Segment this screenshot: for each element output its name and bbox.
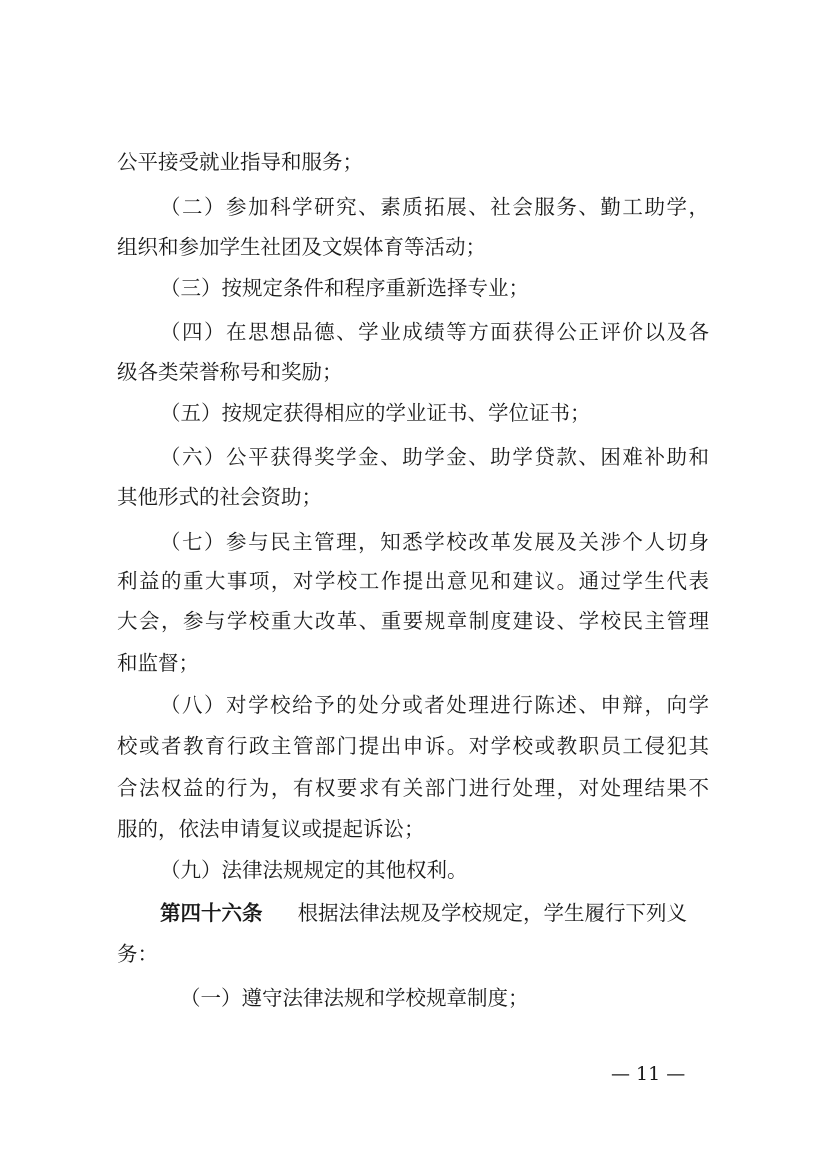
text-line: 和监督； [117,651,199,675]
text-line: 务： [117,942,158,966]
text-line: 校或者教育行政主管部门提出申诉。对学校或教职员工侵犯其 [117,734,709,758]
text-line: 组织和参加学生社团及文娱体育等活动； [117,235,486,259]
text-line: （五）按规定获得相应的学业证书、学位证书； [160,401,591,425]
page-number: — 11 — [611,1063,686,1085]
text-line: 合法权益的行为，有权要求有关部门进行处理，对处理结果不 [117,776,709,800]
text-line: （七）参与民主管理，知悉学校改革发展及关涉个人切身 [160,530,709,554]
article-title: 第四十六条 [160,901,263,925]
text-line: （九）法律法规规定的其他权利。 [160,858,468,882]
text-line: 服的，依法申请复议或提起诉讼； [117,817,425,841]
text-line: 利益的重大事项，对学校工作提出意见和建议。通过学生代表 [117,569,709,593]
article-text: 根据法律法规及学校规定，学生履行下列义 [297,901,688,925]
text-line: （四）在思想品德、学业成绩等方面获得公正评价以及各 [160,320,709,344]
text-line: 级各类荣誉称号和奖励； [117,360,343,384]
text-line: （八）对学校给予的处分或者处理进行陈述、申辩，向学 [160,693,709,717]
article-line [160,898,709,928]
text-line: 公平接受就业指导和服务； [117,150,363,174]
text-line: （三）按规定条件和程序重新选择专业； [160,276,529,300]
text-line: （六）公平获得奖学金、助学金、助学贷款、困难补助和 [160,445,709,469]
text-line: （一）遵守法律法规和学校规章制度； [180,986,529,1010]
text-line: 大会，参与学校重大改革、重要规章制度建设、学校民主管理 [117,609,709,633]
text-line: （二）参加科学研究、素质拓展、社会服务、勤工助学， [160,195,709,219]
text-line: 其他形式的社会资助； [117,485,322,509]
